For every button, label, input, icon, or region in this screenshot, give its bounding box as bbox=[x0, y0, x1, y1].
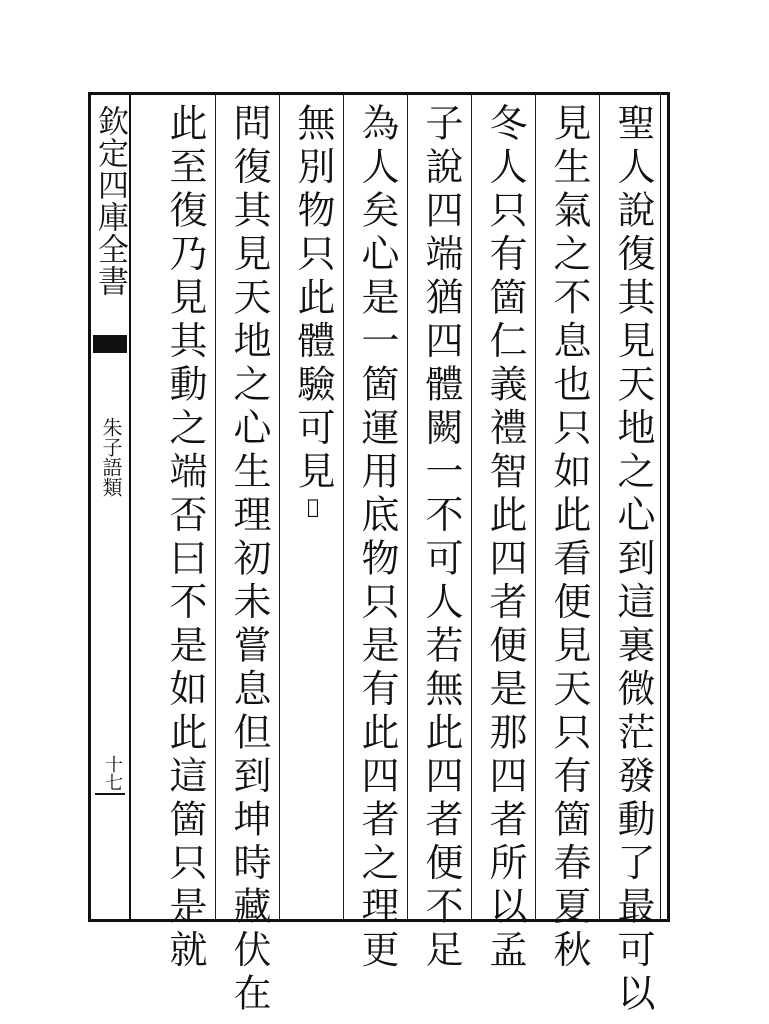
column-divider bbox=[535, 95, 536, 919]
running-head-book: 朱子語類 bbox=[99, 417, 123, 497]
column-divider bbox=[279, 95, 280, 919]
column-divider bbox=[599, 95, 600, 919]
text-column-7: 問復其見天地之心生理初未嘗息但到坤時藏伏在 bbox=[227, 103, 271, 1017]
folio-number: 十七 bbox=[102, 755, 123, 791]
margin-rule bbox=[95, 793, 125, 795]
text-column-6-main: 無別物只此體驗可見 bbox=[291, 103, 335, 495]
text-column-6 bbox=[291, 103, 335, 913]
text-column-1: 聖人說復其見天地之心到這裏微茫發動了最可以 bbox=[611, 103, 655, 1017]
text-column-5: 為人矣心是一箇運用底物只是有此四者之理更 bbox=[355, 103, 399, 973]
column-divider bbox=[471, 95, 472, 919]
running-head-title: 欽定四庫全書 bbox=[92, 105, 128, 297]
running-head-margin bbox=[91, 95, 131, 919]
column-divider bbox=[215, 95, 216, 919]
text-column-4: 子說四端猶四體闕一不可人若無此四者便不足 bbox=[419, 103, 463, 973]
text-column-2: 見生氣之不息也只如此看便見天只有箇春夏秋 bbox=[547, 103, 591, 973]
column-divider bbox=[343, 95, 344, 919]
text-column-8: 此至復乃見其動之端否曰不是如此這箇只是就 bbox=[163, 103, 207, 973]
text-column-3: 冬人只有箇仁義禮智此四者便是那四者所以孟 bbox=[483, 103, 527, 973]
column-divider bbox=[407, 95, 408, 919]
annotation-note: 𨹧 bbox=[301, 494, 325, 519]
page-frame bbox=[88, 92, 670, 1017]
fish-tail-mark bbox=[93, 335, 127, 353]
